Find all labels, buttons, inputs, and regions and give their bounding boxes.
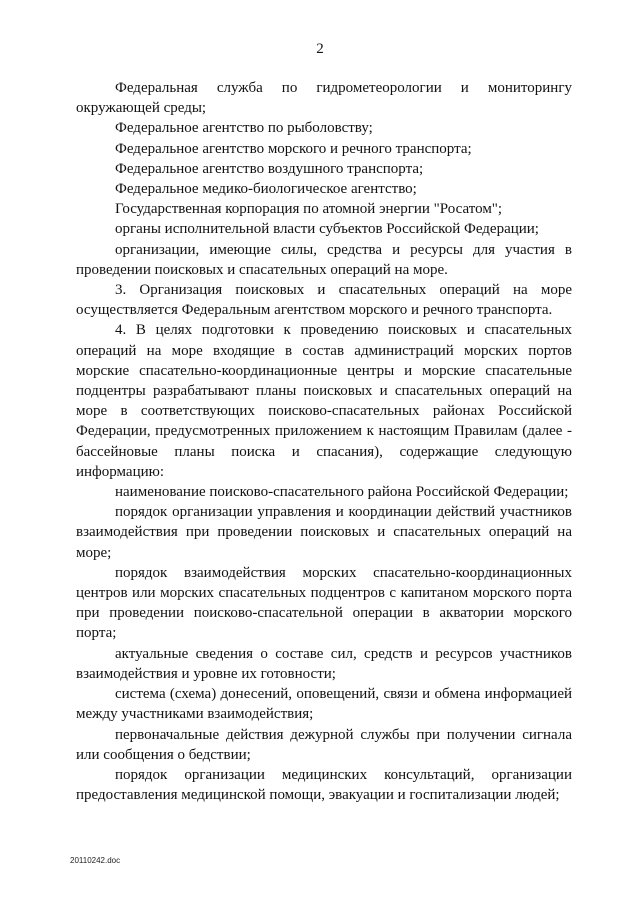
paragraph: организации, имеющие силы, средства и ресурсы для участия в проведении поисковых и спасательных операций на море. — [76, 241, 572, 278]
paragraph: 4. В целях подготовки к проведению поисковых и спасательных операций на море входящие в состав администраций морских портов морские спасательно-координационные центры и морские спасательные подцентры разрабатывают планы поисковых и спасательных операций на море в соответствующих поисково-спасательных районах Российской Федерации, предусмотренных приложением к настоящим Правилам (далее - бассейновые планы поиска и спасания), содержащие следующую информацию: — [76, 322, 572, 480]
paragraph: наименование поисково-спасательного района Российской Федерации; — [115, 484, 569, 501]
paragraph: порядок организации медицинских консультаций, организации предоставления медицинской помощи, эвакуации и госпитализации людей; — [76, 766, 572, 804]
paragraph: Федеральное агентство воздушного транспорта; — [115, 160, 424, 177]
page-number: 2 — [316, 41, 324, 57]
paragraph: органы исполнительной власти субъектов Российской Федерации; — [115, 221, 539, 238]
paragraph: система (схема) донесений, оповещений, связи и обмена информацией между участниками взаимодействия; — [76, 686, 572, 723]
paragraph: актуальные сведения о составе сил, средств и ресурсов участников взаимодействия и уровне их готовности; — [76, 645, 572, 682]
paragraph: порядок взаимодействия морских спасательно-координационных центров или морских спасательных подцентров с капитаном морского порта при проведении поисково-спасательной операции в акватории морского порта; — [76, 564, 572, 642]
footer-filename: 20110242.doc — [70, 856, 121, 865]
paragraph: Федеральное агентство морского и речного транспорта; — [115, 140, 472, 157]
paragraph: первоначальные действия дежурной службы при получении сигнала или сообщения о бедствии; — [76, 726, 572, 763]
paragraph: Государственная корпорация по атомной энергии "Росатом"; — [115, 201, 503, 218]
paragraph: Федеральная служба по гидрометеорологии и мониторингу окружающей среды; — [76, 80, 572, 117]
document-body — [76, 78, 572, 805]
paragraph: 3. Организация поисковых и спасательных операций на море осуществляется Федеральным агентством морского и речного транспорта. — [76, 282, 572, 319]
paragraph: Федеральное медико-биологическое агентство; — [115, 181, 417, 198]
paragraph: порядок организации управления и координации действий участников взаимодействия при проведении поисковых и спасательных операций на море; — [76, 504, 572, 561]
paragraph: Федеральное агентство по рыболовству; — [115, 120, 373, 137]
